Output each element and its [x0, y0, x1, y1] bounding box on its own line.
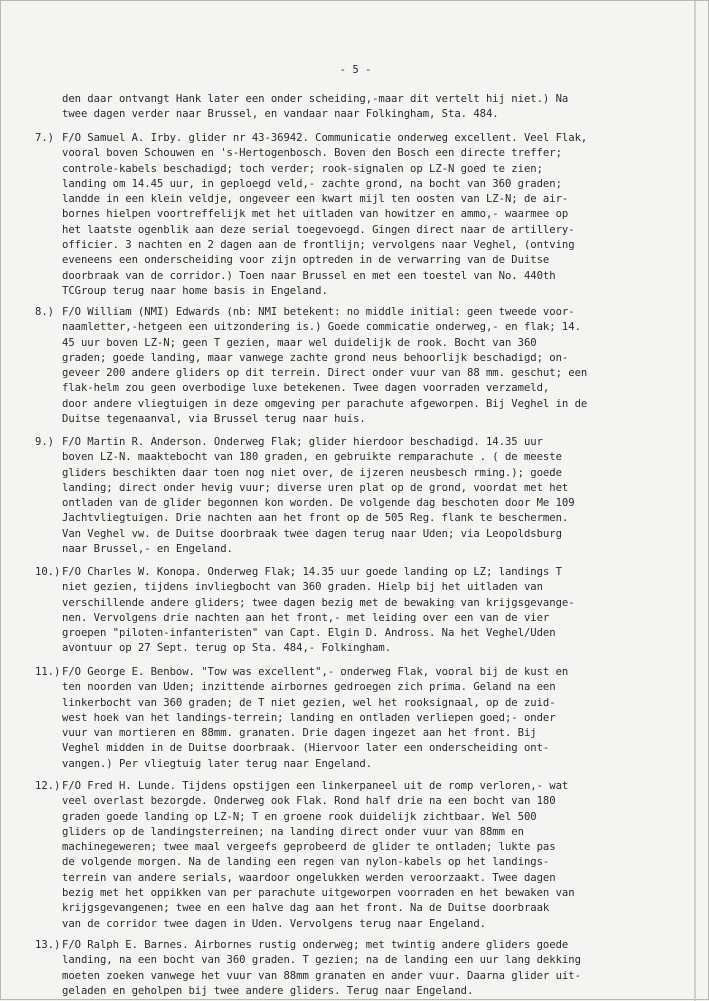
- entry-number: 10.): [35, 566, 61, 578]
- entry-line: ten noorden van Uden; inzittende airbornes gedroegen zich prima. Geland na een: [62, 681, 556, 694]
- page-number: - 5 -: [339, 64, 372, 76]
- entry-line: flak-helm zou geen overbodige luxe betekenen. Twee dagen voorraden verzameld,: [62, 382, 550, 395]
- page-edge-shadow: [694, 1, 696, 1001]
- entry-line: krijgsgevangenen; twee en een halve dag aan het front. Na de Duitse doorbraak: [62, 902, 550, 915]
- entry-body: [62, 131, 694, 299]
- entry-line: graden goede landing op LZ-N; T en groene rook duidelijk zichtbaar. Wel 500: [62, 810, 537, 823]
- entry-line: niet gezien, tijdens invliegbocht van 360 graden. Hielp bij het uitladen van: [62, 581, 543, 594]
- entry-line: vuur van mortieren en 88mm. granaten. Drie dagen ingezet aan het front. Bij: [62, 727, 537, 740]
- entry-line: F/O George E. Benbow. "Tow was excellent",- onderweg Flak, vooral bij de kust en: [62, 666, 569, 678]
- entry-line: van de corridor twee dagen in Uden. Vervolgens terug naar Engeland.: [62, 917, 486, 930]
- entry-number: 13.): [35, 939, 61, 951]
- entry-line: TCGroup terug naar home basis in Engeland.: [62, 284, 328, 297]
- entry-line: F/O Martin R. Anderson. Onderweg Flak; glider hierdoor beschadigd. 14.35 uur: [62, 436, 543, 448]
- entry-line: vangen.) Per vliegtuig later terug naar Engeland.: [62, 757, 373, 770]
- entry-number: 7.): [35, 132, 54, 144]
- entry-line: nen. Vervolgens drie nachten aan het front,- met leiding over een van de vier: [62, 611, 550, 624]
- entry-number: 11.): [35, 666, 61, 678]
- entry-body: [62, 435, 694, 557]
- entry-line: naar Brussel,- en Engeland.: [62, 543, 233, 556]
- entry-line: graden; goede landing, maar vanwege zachte grond neus behoorlijk beschadigd; on-: [62, 351, 569, 364]
- entry-line: het laatste ogenblik aan deze serial toegevoegd. Gingen direct naar de artillery-: [62, 223, 575, 236]
- entry-number: 12.): [35, 780, 61, 792]
- entry-line: landing; direct onder hevig vuur; diverse uren plat op de grond, voordat met het: [62, 481, 569, 494]
- entry-line: landing om 14.45 uur, in geploegd veld,- zachte grond, na bocht van 360 graden;: [62, 177, 562, 190]
- entry-body: [62, 779, 694, 932]
- entry-line: landing, na een bocht van 360 graden. T gezien; na de landing een uur lang dekking: [62, 954, 581, 967]
- entry-line: vooral boven Schouwen en 's-Hertogenbosch. Boven den Bosch een directe treffer;: [62, 147, 562, 160]
- entry-line: geveer 200 andere gliders op dit terrein. Direct onder vuur van 88 mm. geschut; een: [62, 367, 588, 380]
- intro-line: twee dagen verder naar Brussel, en vandaar naar Folkingham, Sta. 484.: [62, 108, 499, 121]
- entry-body: [62, 565, 694, 657]
- entry-line: F/O Ralph E. Barnes. Airbornes rustig onderweg; met twintig andere gliders goede: [62, 939, 569, 951]
- entry-body: [62, 665, 694, 772]
- entry-line: naamletter,-hetgeen een uitzondering is.) Goede commicatie onderweg,- en flak; 14.: [62, 321, 581, 334]
- entry-line: moeten zoeken vanwege het vuur van 88mm granaten en ander vuur. Daarna glider uit-: [62, 969, 581, 982]
- entry-line: avontuur op 27 Sept. terug op Sta. 484,- Folkingham.: [62, 642, 392, 655]
- entry-line: Veghel midden in de Duitse doorbraak. (Hiervoor later een onderscheiding ont-: [62, 742, 550, 755]
- intro-paragraph: [62, 92, 692, 123]
- entry-number: 9.): [35, 436, 54, 448]
- intro-line: den daar ontvangt Hank later een onder scheiding,-maar dit vertelt hij niet.) Na: [62, 93, 569, 105]
- entry-line: Jachtvliegtuigen. Drie nachten aan het front op de 505 Reg. flank te beschermen.: [62, 512, 569, 525]
- entry-body: [62, 305, 694, 427]
- entry-line: bornes hielpen voortreffelijk met het uitladen van howitzer en ammo,- waarmee op: [62, 208, 569, 221]
- entry-line: landde in een klein veldje, ongeveer een kwart mijl ten oosten van LZ-N; de air-: [62, 193, 569, 206]
- entry-line: F/O Charles W. Konopa. Onderweg Flak; 14.35 uur goede landing op LZ; landings T: [62, 566, 562, 578]
- entry-line: F/O Samuel A. Irby. glider nr 43-36942. Communicatie onderweg excellent. Veel Flak,: [62, 132, 588, 144]
- entry-line: 45 uur boven LZ-N; geen T gezien, maar wel duidelijk de rook. Bocht van 360: [62, 336, 537, 349]
- entry-line: gliders beschikten daar toen nog niet over, de ijzeren neusbesch rming.); goede: [62, 466, 562, 479]
- entry-line: machinegeweren; twee maal vergeefs geprobeerd de glider te ontladen; lukte pas: [62, 841, 556, 854]
- entry-line: F/O Fred H. Lunde. Tijdens opstijgen een linkerpaneel uit de romp verloren,- wat: [62, 780, 569, 792]
- entry-body: [62, 938, 694, 999]
- entry-line: geladen en geholpen bij twee andere gliders. Terug naar Engeland.: [62, 984, 474, 997]
- entry-line: verschillende andere gliders; twee dagen bezig met de bewaking van krijgsgevange-: [62, 596, 575, 609]
- entry-line: west hoek van het landings-terrein; landing en ontladen verliepen goed;- onder: [62, 711, 556, 724]
- entry-line: de volgende morgen. Na de landing een regen van nylon-kabels op het landings-: [62, 856, 550, 869]
- entry-line: officier. 3 nachten en 2 dagen aan de frontlijn; vervolgens naar Veghel, (ontving: [62, 239, 575, 252]
- entry-line: Duitse tegenaanval, via Brussel terug naar huis.: [62, 413, 366, 426]
- entry-line: linkerbocht van 360 graden; de T niet gezien, wel het rooksignaal, op de zuid-: [62, 696, 556, 709]
- entry-line: door andere vliegtuigen in deze omgeving per parachute afgeworpen. Bij Veghel in de: [62, 397, 588, 410]
- entry-line: ontladen van de glider begonnen kon worden. De volgende dag beschoten door Me 109: [62, 497, 575, 510]
- entry-line: eveneens een onderscheiding voor zijn optreden in de verwarring van de Duitse: [62, 254, 550, 267]
- entry-line: gliders op de landingsterreinen; na landing direct onder vuur van 88mm en: [62, 825, 524, 838]
- entry-line: Van Veghel vw. de Duitse doorbraak twee dagen terug naar Uden; via Leopoldsburg: [62, 527, 562, 540]
- entry-line: F/O William (NMI) Edwards (nb: NMI betekent: no middle initial: geen tweede voor-: [62, 306, 575, 318]
- entry-line: groepen "piloten-infanteristen" van Capt. Elgin D. Andross. Na het Veghel/Uden: [62, 627, 556, 640]
- entry-line: doorbraak van de corridor.) Toen naar Brussel en met een toestel van No. 440th: [62, 269, 556, 282]
- entry-line: veel overlast bezorgde. Onderweg ook Flak. Rond half drie na een bocht van 180: [62, 795, 556, 808]
- entry-line: controle-kabels beschadigd; toch verder; rook-signalen op LZ-N goed te zien;: [62, 162, 543, 175]
- entry-line: terrein van andere serials, waardoor ongelukken werden veroorzaakt. Twee dagen: [62, 871, 556, 884]
- entry-line: boven LZ-N. maaktebocht van 180 graden, en gebruikte remparachute . ( de meeste: [62, 451, 562, 464]
- entry-number: 8.): [35, 306, 54, 318]
- entry-line: bezig met het oppikken van per parachute uitgeworpen voorraden en het bewaken van: [62, 887, 575, 900]
